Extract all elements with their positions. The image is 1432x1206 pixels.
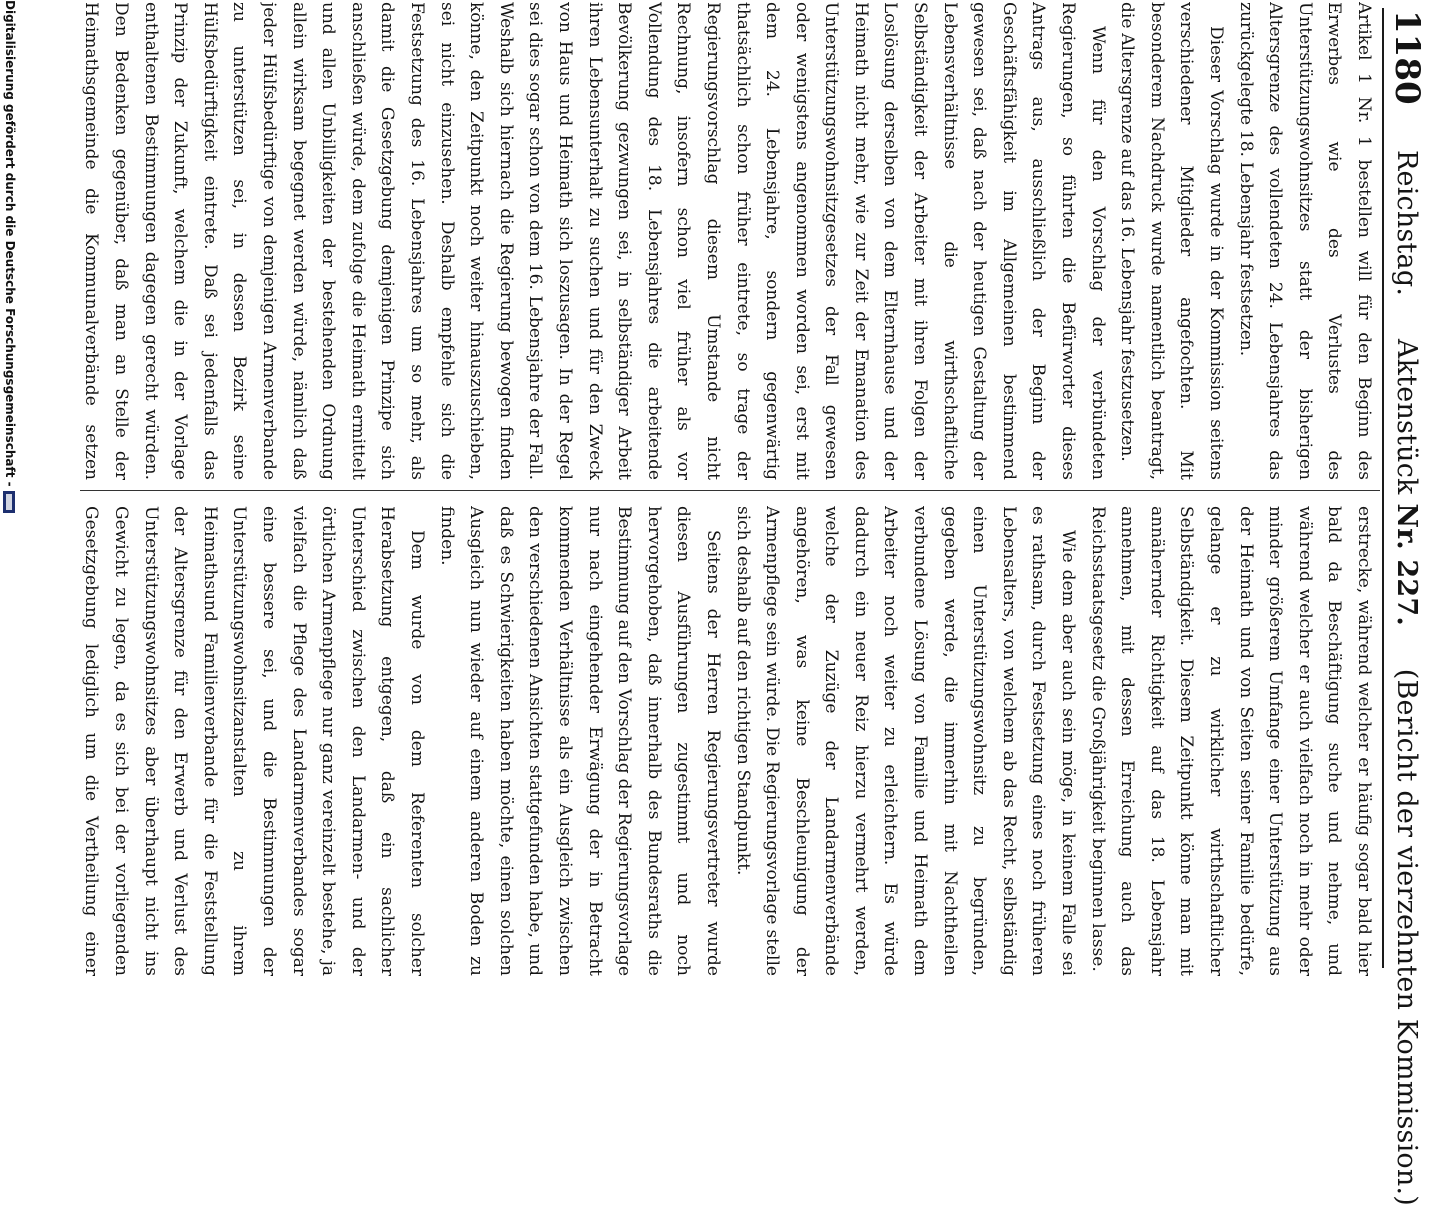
parliament-name: Reichstag. — [1391, 150, 1422, 297]
running-title — [1386, 150, 1426, 1206]
paragraph: Dieser Vorschlag wurde in der Kommission seitens verschiedener Mitglieder angefochten. Mit besonderem Nachdruck wurde namentlich beantragt, die Altersgrenze auf das 16. Lebensjahr festzusetzen. — [1117, 2, 1227, 480]
section-title: (Bericht der vierzehnten Kommission.) — [1391, 668, 1422, 1206]
header-rule — [1382, 8, 1384, 968]
page-number: 1180 — [1387, 10, 1427, 105]
paragraph: Wenn für den Vorschlag der verbündeten Regierungen, so führten die Befürworter dieses Antrags aus, ausschließlich der Beginn der Geschäftsfähigkeit im Allgemeinen bestimmend gewesen sei, daß nach der heutigen Gestaltung der Lebensverhältnisse die wirthschaftliche Selbständigkeit der Arbeiter mit ihren Folgen der Loslösung derselben von dem Elternhause und der Heimath nicht mehr, wie zur Zeit der Emanation des Unterstützungswohnsitzgesetzes der Fall gewesen oder wenigstens angenommen worden sei, erst mit dem 24. Lebensjahre, sondern gegenwärtig thatsächlich schon früher eintrete, so trage der Regierungsvorschlag diesem Umstande nicht Rechnung, insofern schon viel früher als vor Vollendung des 18. Lebensjahres die arbeitende Bevölkerung gezwungen sei, in selbständiger Arbeit ihren Lebensunterhalt zu suchen und für den Zweck von Haus und Heimath sich loszusagen. In der Regel sei dies sogar schon von dem 16. Lebensjahre der Fall. Weshalb sich hiernach die Regierung bewogen finden könne, den Zeitpunkt noch weiter hinauszuschieben, sei nicht einzusehen. Deshalb empfehle sich die Festsetzung des 16. Lebensjahres um so mehr, als damit die Gesetzgebung demjenigen Prinzipe sich anschließen würde, dem zufolge die Heimath ermittelt und allen Unbilligkeiten der bestehenden Ordnung allein wirksam begegnet werden würde, nämlich daß jeder Hülfsbedürftige von demjenigen Armenverbande zu unterstützen sei, in dessen Bezirk seine Hülfsbedürftigkeit eintrete. Daß sei jedenfalls das Prinzip der Zukunft, welchem die in der Vorlage enthaltenen Bestimmungen dagegen gerecht würden. Den Bedenken gegenüber, daß man an Stelle der Heimathsgemeinde die Kommunalverbände setzen — [81, 2, 1108, 480]
right-column — [78, 506, 1378, 976]
document-label: Aktenstück — [1391, 338, 1422, 495]
dfg-logo-icon — [4, 491, 16, 513]
paragraph: Artikel 1 Nr. 1 bestellen will für den Beginn des Erwerbes wie des Verlustes des Unterstützungswohnsitzes statt der bisherigen Altersgrenze des vollendeten 24. Lebensjahres das zurückgelegte 18. Lebensjahr festsetzen. — [1235, 2, 1374, 480]
paragraph: Dem wurde von dem Referenten solcher Herabsetzung entgegen, daß ein sachlicher Unterschied zwischen den Landarmen- und der örtlichen Armenpflege nur ganz vereinzelt bestehe, ja vielfach die Pflege des Landarmenverbandes sogar eine bessere sei, und die Bestimmungen der Unterstützungswohnsitzanstalten zu ihrem Heimathsund Familienverbande für die Feststellung der Altersgrenze für den Erwerb und Verlust des Unterstützungswohnsitzes aber überhaupt nicht ins Gewicht zu legen, da es sich bei der vorliegenden Gesetzgebung lediglich um die Vertheilung einer — [81, 506, 427, 976]
column-divider — [80, 490, 1380, 491]
left-column — [78, 2, 1378, 480]
paragraph: erstrecke, während welcher er häufig sogar bald hier bald da Beschäftigung suche und nehme, und während welcher er auch vielfach noch in mehr oder minder größerem Umfange einer Unterstützung aus der Heimath und von Seiten seiner Familie bedürfe, gelange er zu wirklicher wirthschaftlicher Selbständigkeit. Diesem Zeitpunkt könne man mit annähernder Richtigkeit auf das 18. Lebensjahr annehmen, mit dessen Erreichung auch das Reichsstaatsgesetz die Großjährigkeit beginnen lasse. — [1087, 506, 1374, 976]
document-number: Nr. 227. — [1391, 503, 1422, 626]
digitization-note — [0, 0, 20, 1000]
paragraph: Seitens der Herren Regierungsvertreter wurde diesen Ausführungen zugestimmt und noch hervorgehoben, daß innerhalb des Bundesraths die Bestimmung auf den Vorschlag der Regierungsvorlage nur nach eingehender Erwägung der in Betracht kommenden Verhältnisse als ein Ausgleich zwischen den verschiedenen Ansichten stattgefunden habe, und daß es Schwierigkeiten haben möchte, einen solchen Ausgleich nun wieder auf einem anderen Boden zu finden. — [436, 506, 723, 976]
paragraph: Wie dem aber auch sein möge, in keinem Falle sei es rathsam, durch Festsetzung eines noch früheren Lebensalters, von welchem ab das Recht, selbständig einen Unterstützungswohnsitz zu begründen, gegeben werde, die immerhin mit Nachtheilen verbundene Lösung von Familie und Heimath dem Arbeiter noch weiter zu erleichtern. Es würde dadurch ein neuer Reiz hierzu vermehrt werden, welche der Zuzüge der Landarmenverbände angehören, was keine Beschleunigung der Armenpflege sein würde. Die Regierungsvorlage stelle sich deshalb auf den richtigen Standpunkt. — [732, 506, 1079, 976]
digitization-text: Digitalisierung gefördert durch die Deutsche Forschungsgemeinschaft - — [3, 0, 17, 487]
